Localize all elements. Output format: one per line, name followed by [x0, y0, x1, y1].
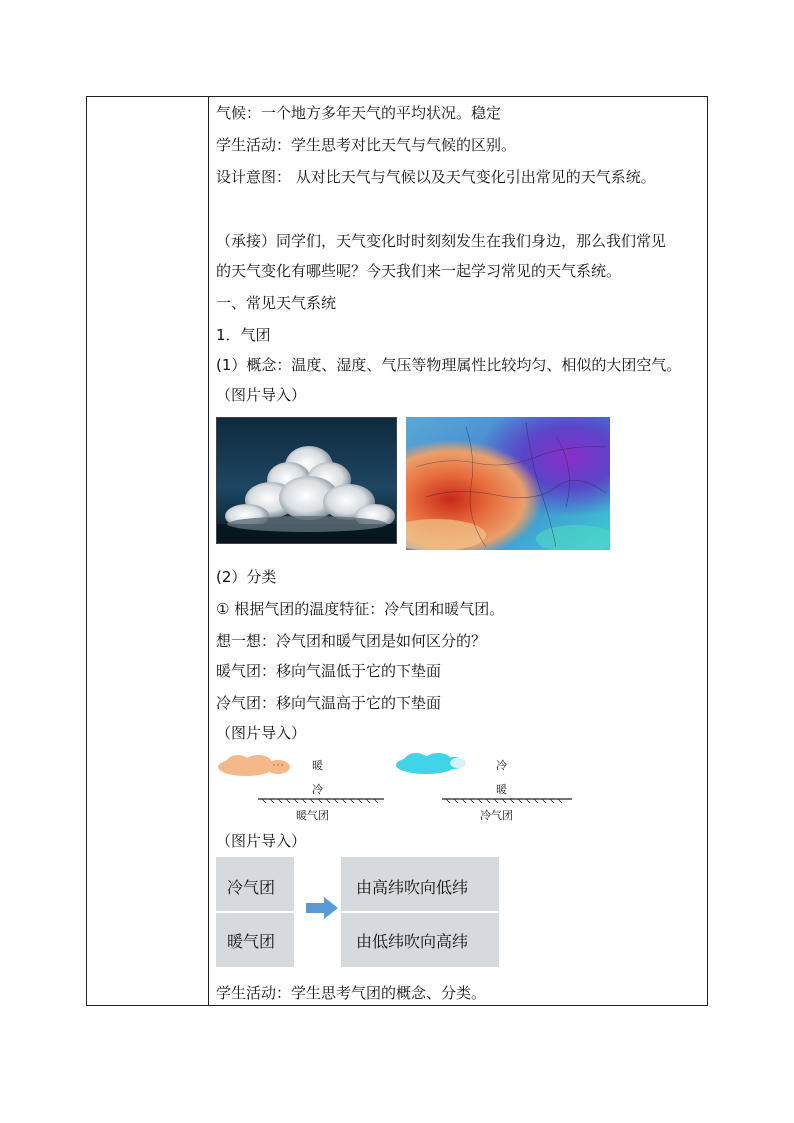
- cold-surface-label: 冷: [312, 783, 323, 796]
- section-title: 一、常见天气系统: [216, 294, 337, 312]
- subsection-title: 1．气团: [216, 326, 271, 344]
- temperature-classification: ① 根据气团的温度特征：冷气团和暖气团。: [216, 600, 505, 618]
- transition-line-1: （承接）同学们，天气变化时时刻刻发生在我们身边，那么我们常见: [216, 232, 667, 250]
- temperature-map-image: [406, 417, 610, 550]
- cold-air-mass-box-label: 冷气团: [227, 878, 276, 897]
- warm-air-label: 暖: [312, 759, 323, 772]
- concept-text: (1）概念：温度、湿度、气压等物理属性比较均匀、相似的大团空气。: [216, 356, 682, 374]
- image-import-label-1: （图片导入）: [216, 386, 307, 404]
- student-activity-2: 学生活动：学生思考气团的概念、分类。: [216, 984, 487, 1002]
- image-import-label-2: （图片导入）: [216, 724, 307, 742]
- student-activity-1: 学生活动：学生思考对比天气与气候的区别。: [216, 136, 517, 154]
- design-intent: 设计意图： 从对比天气与气候以及天气变化引出常见的天气系统。: [216, 168, 656, 186]
- air-mass-diagram-graphics: [216, 753, 596, 833]
- cloud-photo-image: [217, 418, 397, 544]
- air-mass-diagram: [216, 753, 596, 833]
- warm-air-mass-box-label: 暖气团: [227, 932, 276, 951]
- transition-line-2: 的天气变化有哪些呢？今天我们来一起学习常见的天气系统。: [216, 262, 622, 280]
- warm-air-mass-definition: 暖气团：移向气温低于它的下垫面: [216, 662, 442, 680]
- direction-box-divider: [341, 911, 499, 913]
- low-to-high-latitude-label: 由低纬吹向高纬: [356, 932, 469, 951]
- air-mass-box-divider: [216, 911, 294, 913]
- warm-air-mass-caption: 暖气团: [296, 809, 329, 822]
- think-question: 想一想：冷气团和暖气团是如何区分的？: [216, 632, 487, 650]
- right-arrow-icon: [306, 897, 338, 919]
- cloud-photo: [216, 417, 397, 544]
- high-to-low-latitude-label: 由高纬吹向低纬: [356, 878, 469, 897]
- warm-cloud-icon: [218, 755, 290, 776]
- climate-definition: 气候：一个地方多年天气的平均状况。稳定: [216, 104, 502, 122]
- classification-title: (2）分类: [216, 568, 277, 586]
- column-divider: [208, 97, 209, 1005]
- air-mass-direction-diagram: [216, 857, 516, 969]
- image-import-label-3: （图片导入）: [216, 832, 307, 850]
- warm-surface-label: 暖: [496, 783, 507, 796]
- lesson-table: [86, 96, 708, 1006]
- cold-air-mass-caption: 冷气团: [480, 809, 513, 822]
- cold-air-label: 冷: [496, 759, 507, 772]
- temperature-map: [406, 417, 610, 550]
- cold-air-mass-definition: 冷气团：移向气温高于它的下垫面: [216, 694, 442, 712]
